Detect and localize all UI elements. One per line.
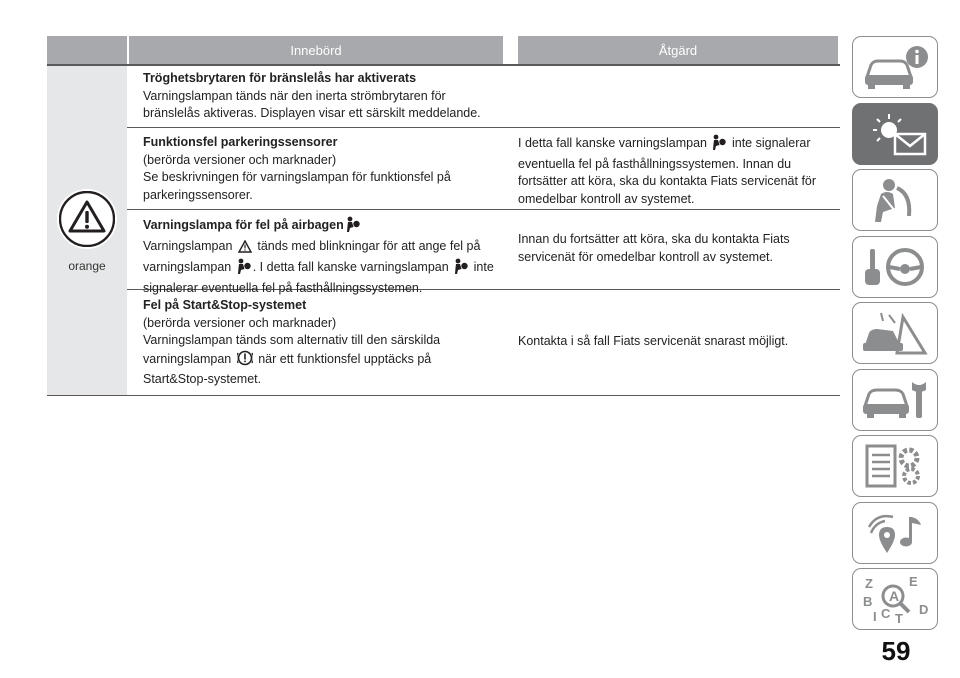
table-row (127, 210, 840, 295)
car-accident-icon (859, 309, 931, 357)
action-cell (503, 66, 840, 127)
meaning-cell (127, 66, 503, 127)
alphabet-index-icon (859, 574, 931, 624)
warning-light-column (47, 66, 127, 396)
action-cell (503, 210, 840, 289)
header-icon-column (47, 36, 127, 64)
header-action: Åtgärd (518, 36, 838, 64)
svg-text:T: T (895, 611, 903, 624)
table-body (47, 66, 840, 396)
action-cell (503, 290, 840, 395)
row-description: Varningslampan tänds när den inerta strömbrytaren för bränslelås aktiveras. Displayen visar ett särskilt meddelande. (143, 88, 481, 120)
svg-text:D: D (919, 602, 929, 617)
nav-item-warning-lights[interactable] (852, 103, 938, 165)
row-title: Fel på Start&Stop-systemet (143, 298, 307, 312)
warning-light-envelope-icon (859, 110, 931, 158)
warning-color-label: orange (68, 258, 106, 273)
row-title-line (143, 216, 495, 238)
table-row (127, 290, 840, 396)
header-meaning: Innebörd (129, 36, 503, 64)
description-text: Varningslampan tänds som alternativ till den särskilda varningslampan (143, 333, 441, 366)
meaning-cell (127, 128, 503, 209)
airbag-person-icon (712, 134, 726, 156)
nav-item-car-info[interactable] (852, 36, 938, 98)
row-scope: (berörda versioner och marknader) (143, 152, 337, 167)
row-title: Tröghetsbrytaren för bränslelås har aktiverats (143, 71, 417, 85)
description-text: Varningslampan (143, 238, 233, 253)
seat-safety-icon (859, 176, 931, 224)
table-row (127, 128, 840, 210)
svg-text:Z: Z (865, 576, 873, 591)
svg-text:E: E (909, 574, 918, 589)
action-text: Kontakta i så fall Fiats servicenät snarast möjligt. (518, 333, 789, 348)
description-text: när ett funktionsfel upptäcks på Start&Stop-systemet. (143, 351, 432, 386)
chapter-navigation (852, 36, 938, 635)
nav-item-maintenance[interactable] (852, 369, 938, 431)
row-title: Varningslampa för fel på airbagen (143, 218, 344, 232)
table-header (47, 36, 840, 64)
airbag-person-icon (237, 258, 251, 280)
table-rows (127, 66, 840, 396)
description-text: tänds med blinkningar för att ange fel på varningslampan (143, 238, 481, 274)
nav-item-emergency[interactable] (852, 302, 938, 364)
car-wrench-icon (859, 376, 931, 424)
nav-item-starting-driving[interactable] (852, 236, 938, 298)
table-row (127, 66, 840, 128)
svg-text:B: B (863, 594, 873, 609)
row-scope: (berörda versioner och marknader) (143, 315, 337, 330)
start-stop-fault-icon (237, 350, 253, 372)
svg-text:I: I (873, 609, 877, 624)
warning-triangle-icon (57, 189, 117, 249)
warning-lights-table (47, 36, 840, 396)
svg-text:A: A (889, 588, 900, 604)
row-description: Se beskrivningen för varningslampan för funktionsfel på parkeringssensorer. (143, 170, 451, 202)
row-description (143, 332, 495, 389)
svg-text:C: C (881, 606, 891, 621)
nav-item-technical-data[interactable] (852, 435, 938, 497)
row-title: Funktionsfel parkeringssensorer (143, 135, 338, 149)
action-text: Innan du fortsätter att köra, ska du kontakta Fiats servicenät för omedelbar kontroll av systemet. (518, 232, 790, 264)
action-cell (503, 128, 840, 209)
nav-item-multimedia[interactable] (852, 502, 938, 564)
row-description (143, 238, 495, 298)
description-text: . I detta fall kanske varningslampan (252, 260, 449, 274)
spec-list-gear-icon (859, 442, 931, 490)
page-number: 59 (881, 636, 911, 666)
key-steering-wheel-icon (859, 243, 931, 291)
multimedia-note-icon (859, 509, 931, 557)
airbag-person-icon (454, 258, 468, 280)
car-info-icon (859, 43, 931, 91)
nav-item-safety[interactable] (852, 169, 938, 231)
nav-item-index[interactable] (852, 568, 938, 630)
airbag-person-icon (346, 216, 360, 238)
action-text: I detta fall kanske varningslampan (518, 136, 707, 150)
description-text: inte signalerar eventuella fel på fasthållningssystemen. (143, 260, 494, 295)
meaning-cell (127, 290, 503, 395)
warning-triangle-icon (238, 240, 252, 259)
meaning-cell (127, 210, 503, 295)
action-text: inte signalerar eventuella fel på fasthållningssystemen. Innan du fortsätter att köra, ska du kontakta Fiats servicenät för omedelbar kontroll av systemet. (518, 136, 817, 206)
